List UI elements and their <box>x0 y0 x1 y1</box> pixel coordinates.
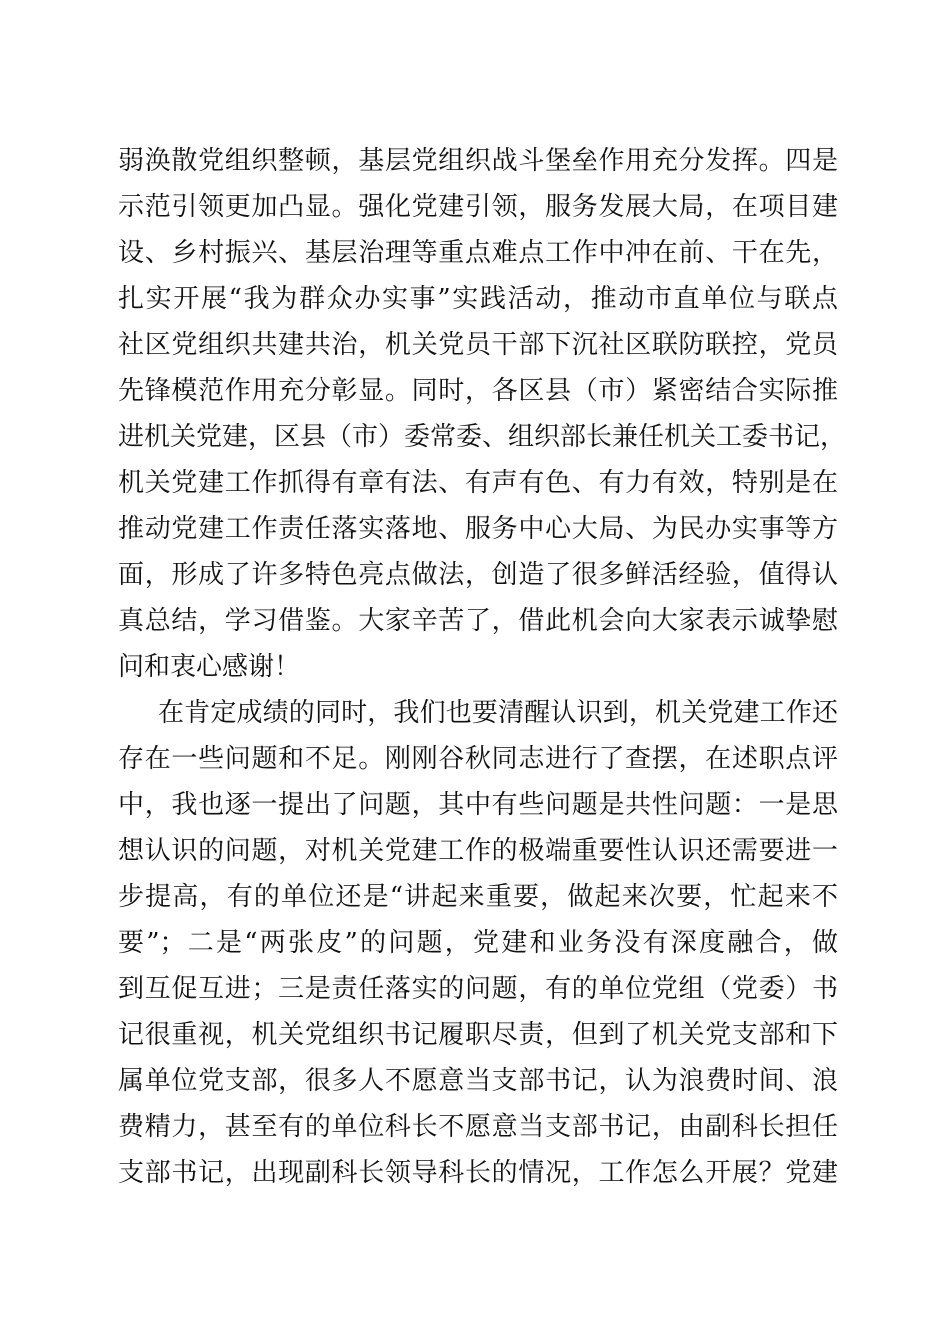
text-line: 中，我也逐一提出了问题，其中有些问题是共性问题：一是思 <box>118 790 838 820</box>
text-line: 面，形成了许多特色亮点做法，创造了很多鲜活经验，值得认 <box>118 560 838 590</box>
text-line: 推动党建工作责任落实落地、服务中心大局、为民办实事等方 <box>118 514 838 544</box>
paragraph-end-line: 问和衷心感谢！ <box>118 652 301 682</box>
text-line: 机关党建工作抓得有章有法、有声有色、有力有效，特别是在 <box>118 468 838 498</box>
text-line: 存在一些问题和不足。刚刚谷秋同志进行了查摆，在述职点评 <box>118 744 838 774</box>
text-line: 设、乡村振兴、基层治理等重点难点工作中冲在前、干在先， <box>118 238 838 268</box>
text-line: 扎实开展“我为群众办实事”实践活动，推动市直单位与联点 <box>118 284 838 314</box>
text-line: 社区党组织共建共治，机关党员干部下沉社区联防联控，党员 <box>118 330 838 360</box>
body-text <box>118 138 847 1196</box>
text-line: 真总结，学习借鉴。大家辛苦了，借此机会向大家表示诚挚慰 <box>118 606 838 636</box>
text-line: 属单位党支部，很多人不愿意当支部书记，认为浪费时间、浪 <box>118 1066 838 1096</box>
text-line: 支部书记，出现副科长领导科长的情况，工作怎么开展？党建 <box>118 1158 838 1188</box>
text-line: 想认识的问题，对机关党建工作的极端重要性认识还需要进一 <box>118 836 838 866</box>
text-line: 步提高，有的单位还是“讲起来重要，做起来次要，忙起来不 <box>118 882 838 912</box>
text-line: 到互促互进；三是责任落实的问题，有的单位党组（党委）书 <box>118 974 838 1004</box>
text-line: 费精力，甚至有的单位科长不愿意当支部书记，由副科长担任 <box>118 1112 838 1142</box>
text-line: 要”；二是“两张皮”的问题，党建和业务没有深度融合，做 <box>118 928 838 958</box>
paragraph-start-line: 在肯定成绩的同时，我们也要清醒认识到，机关党建工作还 <box>158 698 838 728</box>
text-line: 先锋模范作用充分彰显。同时，各区县（市）紧密结合实际推 <box>118 376 838 406</box>
text-line: 弱涣散党组织整顿，基层党组织战斗堡垒作用充分发挥。四是 <box>118 146 838 176</box>
text-line: 进机关党建，区县（市）委常委、组织部长兼任机关工委书记， <box>118 422 847 452</box>
text-line: 示范引领更加凸显。强化党建引领，服务发展大局，在项目建 <box>118 192 838 222</box>
text-line: 记很重视，机关党组织书记履职尽责，但到了机关党支部和下 <box>118 1020 838 1050</box>
